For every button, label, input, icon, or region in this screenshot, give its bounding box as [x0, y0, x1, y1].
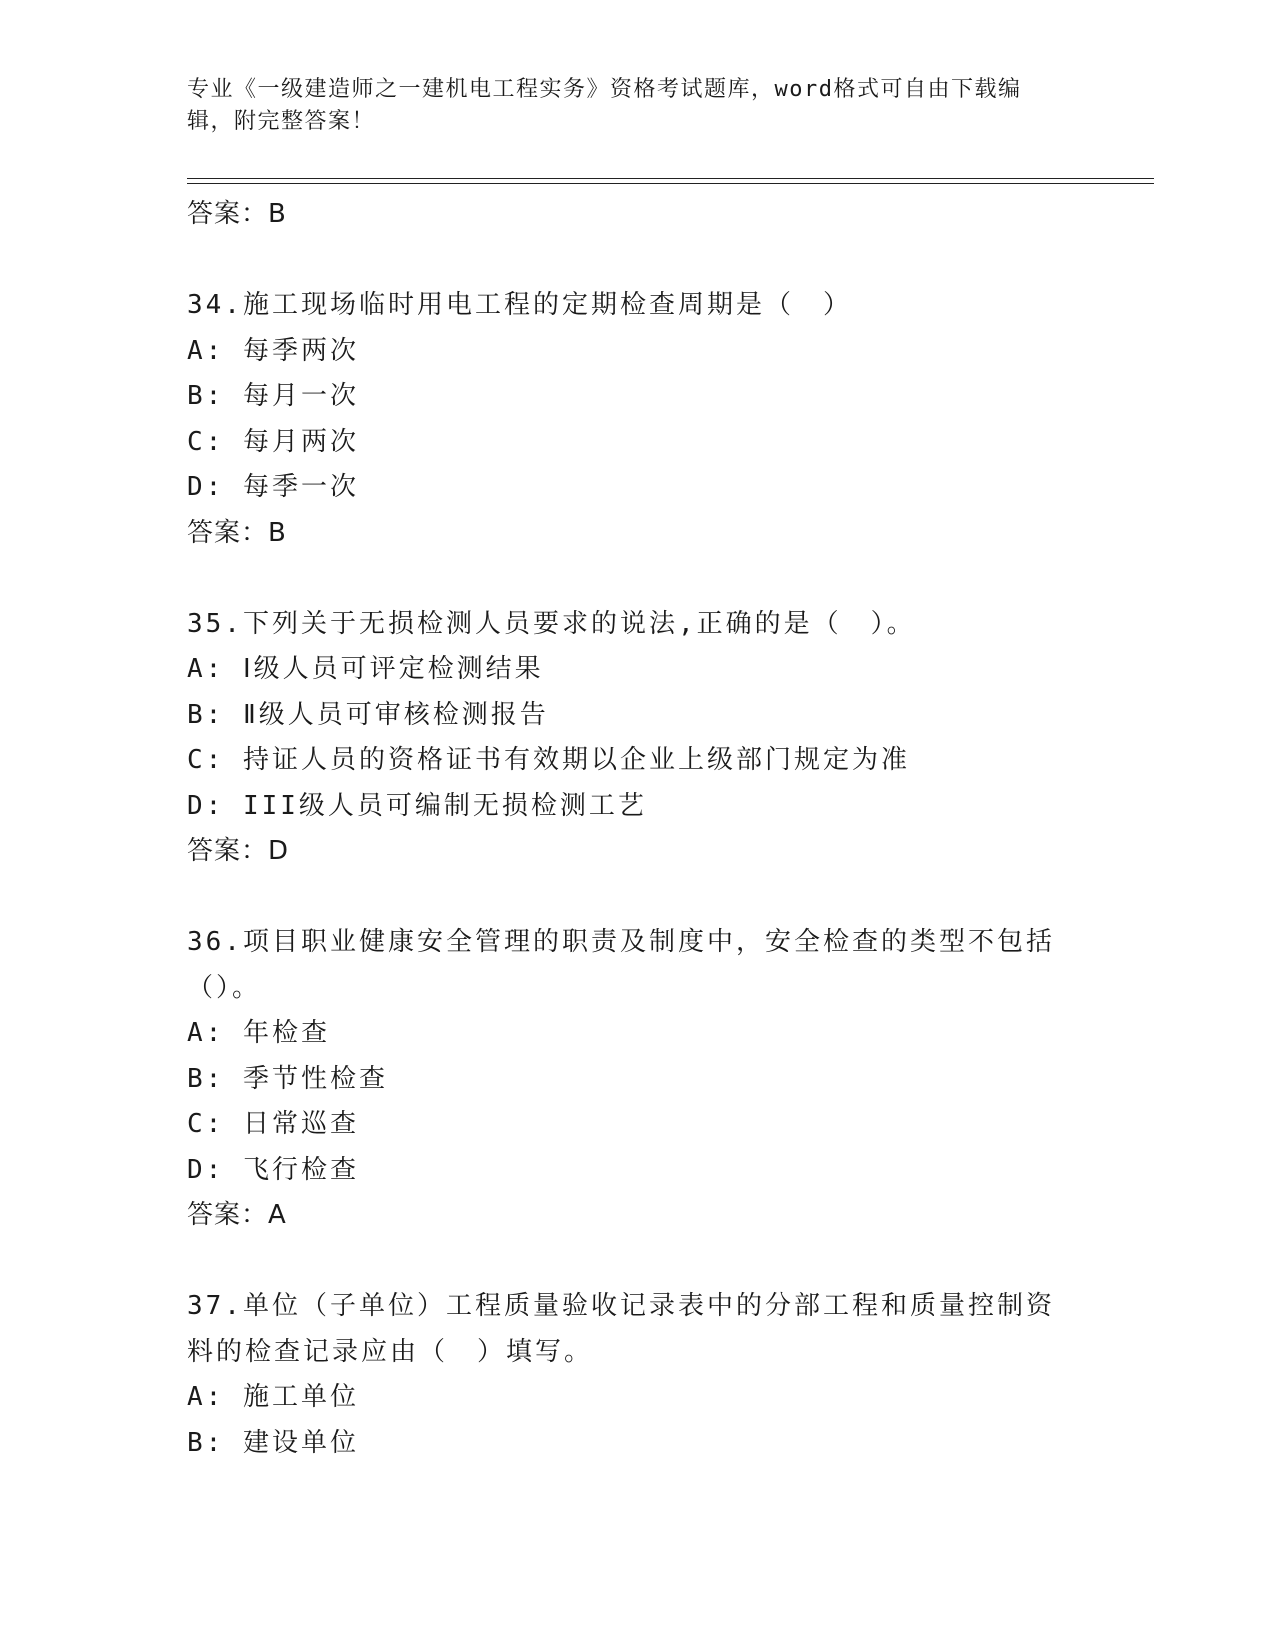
- question-text: 36.项目职业健康安全管理的职责及制度中，安全检查的类型不包括（）。: [187, 927, 1055, 1003]
- option-c: C: 每月两次: [187, 426, 359, 457]
- option-b: B: 每月一次: [187, 381, 359, 411]
- question-block-35: [187, 602, 1087, 875]
- option-a: A: Ⅰ级人员可评定检测结果: [187, 654, 544, 684]
- option-d: D: III级人员可编制无损检测工艺: [187, 790, 647, 821]
- question-list: [187, 192, 1087, 1466]
- answer: 答案：B: [187, 517, 287, 548]
- option-c: C: 日常巡查: [187, 1109, 359, 1139]
- answer: 答案：D: [187, 836, 290, 866]
- spacer: [187, 556, 1087, 602]
- option-d: D: 飞行检查: [187, 1154, 359, 1185]
- previous-answer: 答案：B: [187, 199, 287, 229]
- question-block-34: [187, 283, 1087, 556]
- option-c: C: 持证人员的资格证书有效期以企业上级部门规定为准: [187, 745, 910, 775]
- header-divider-top: [187, 178, 1154, 179]
- page-header: 专业《一级建造师之一建机电工程实务》资格考试题库，word格式可自由下载编辑，附完整答案！: [187, 77, 1022, 134]
- option-d: D: 每季一次: [187, 472, 359, 502]
- spacer: [187, 238, 1087, 284]
- option-b: B: 建设单位: [187, 1427, 359, 1458]
- question-text: 35.下列关于无损检测人员要求的说法,正确的是（ ）。: [187, 608, 916, 639]
- header-divider-bottom: [187, 183, 1154, 184]
- question-text: 34.施工现场临时用电工程的定期检查周期是（ ）: [187, 290, 852, 320]
- answer: 答案：A: [187, 1200, 287, 1230]
- question-block-36: [187, 920, 1087, 1239]
- question-block-37: [187, 1284, 1087, 1466]
- option-b: B: Ⅱ级人员可审核检测报告: [187, 699, 549, 730]
- option-b: B: 季节性检查: [187, 1063, 388, 1094]
- spacer: [187, 1239, 1087, 1285]
- option-a: A: 年检查: [187, 1018, 330, 1048]
- spacer: [187, 875, 1087, 921]
- question-text: 37.单位（子单位）工程质量验收记录表中的分部工程和质量控制资料的检查记录应由（ ）填写。: [187, 1291, 1055, 1367]
- option-a: A: 每季两次: [187, 335, 359, 366]
- option-a: A: 施工单位: [187, 1382, 359, 1412]
